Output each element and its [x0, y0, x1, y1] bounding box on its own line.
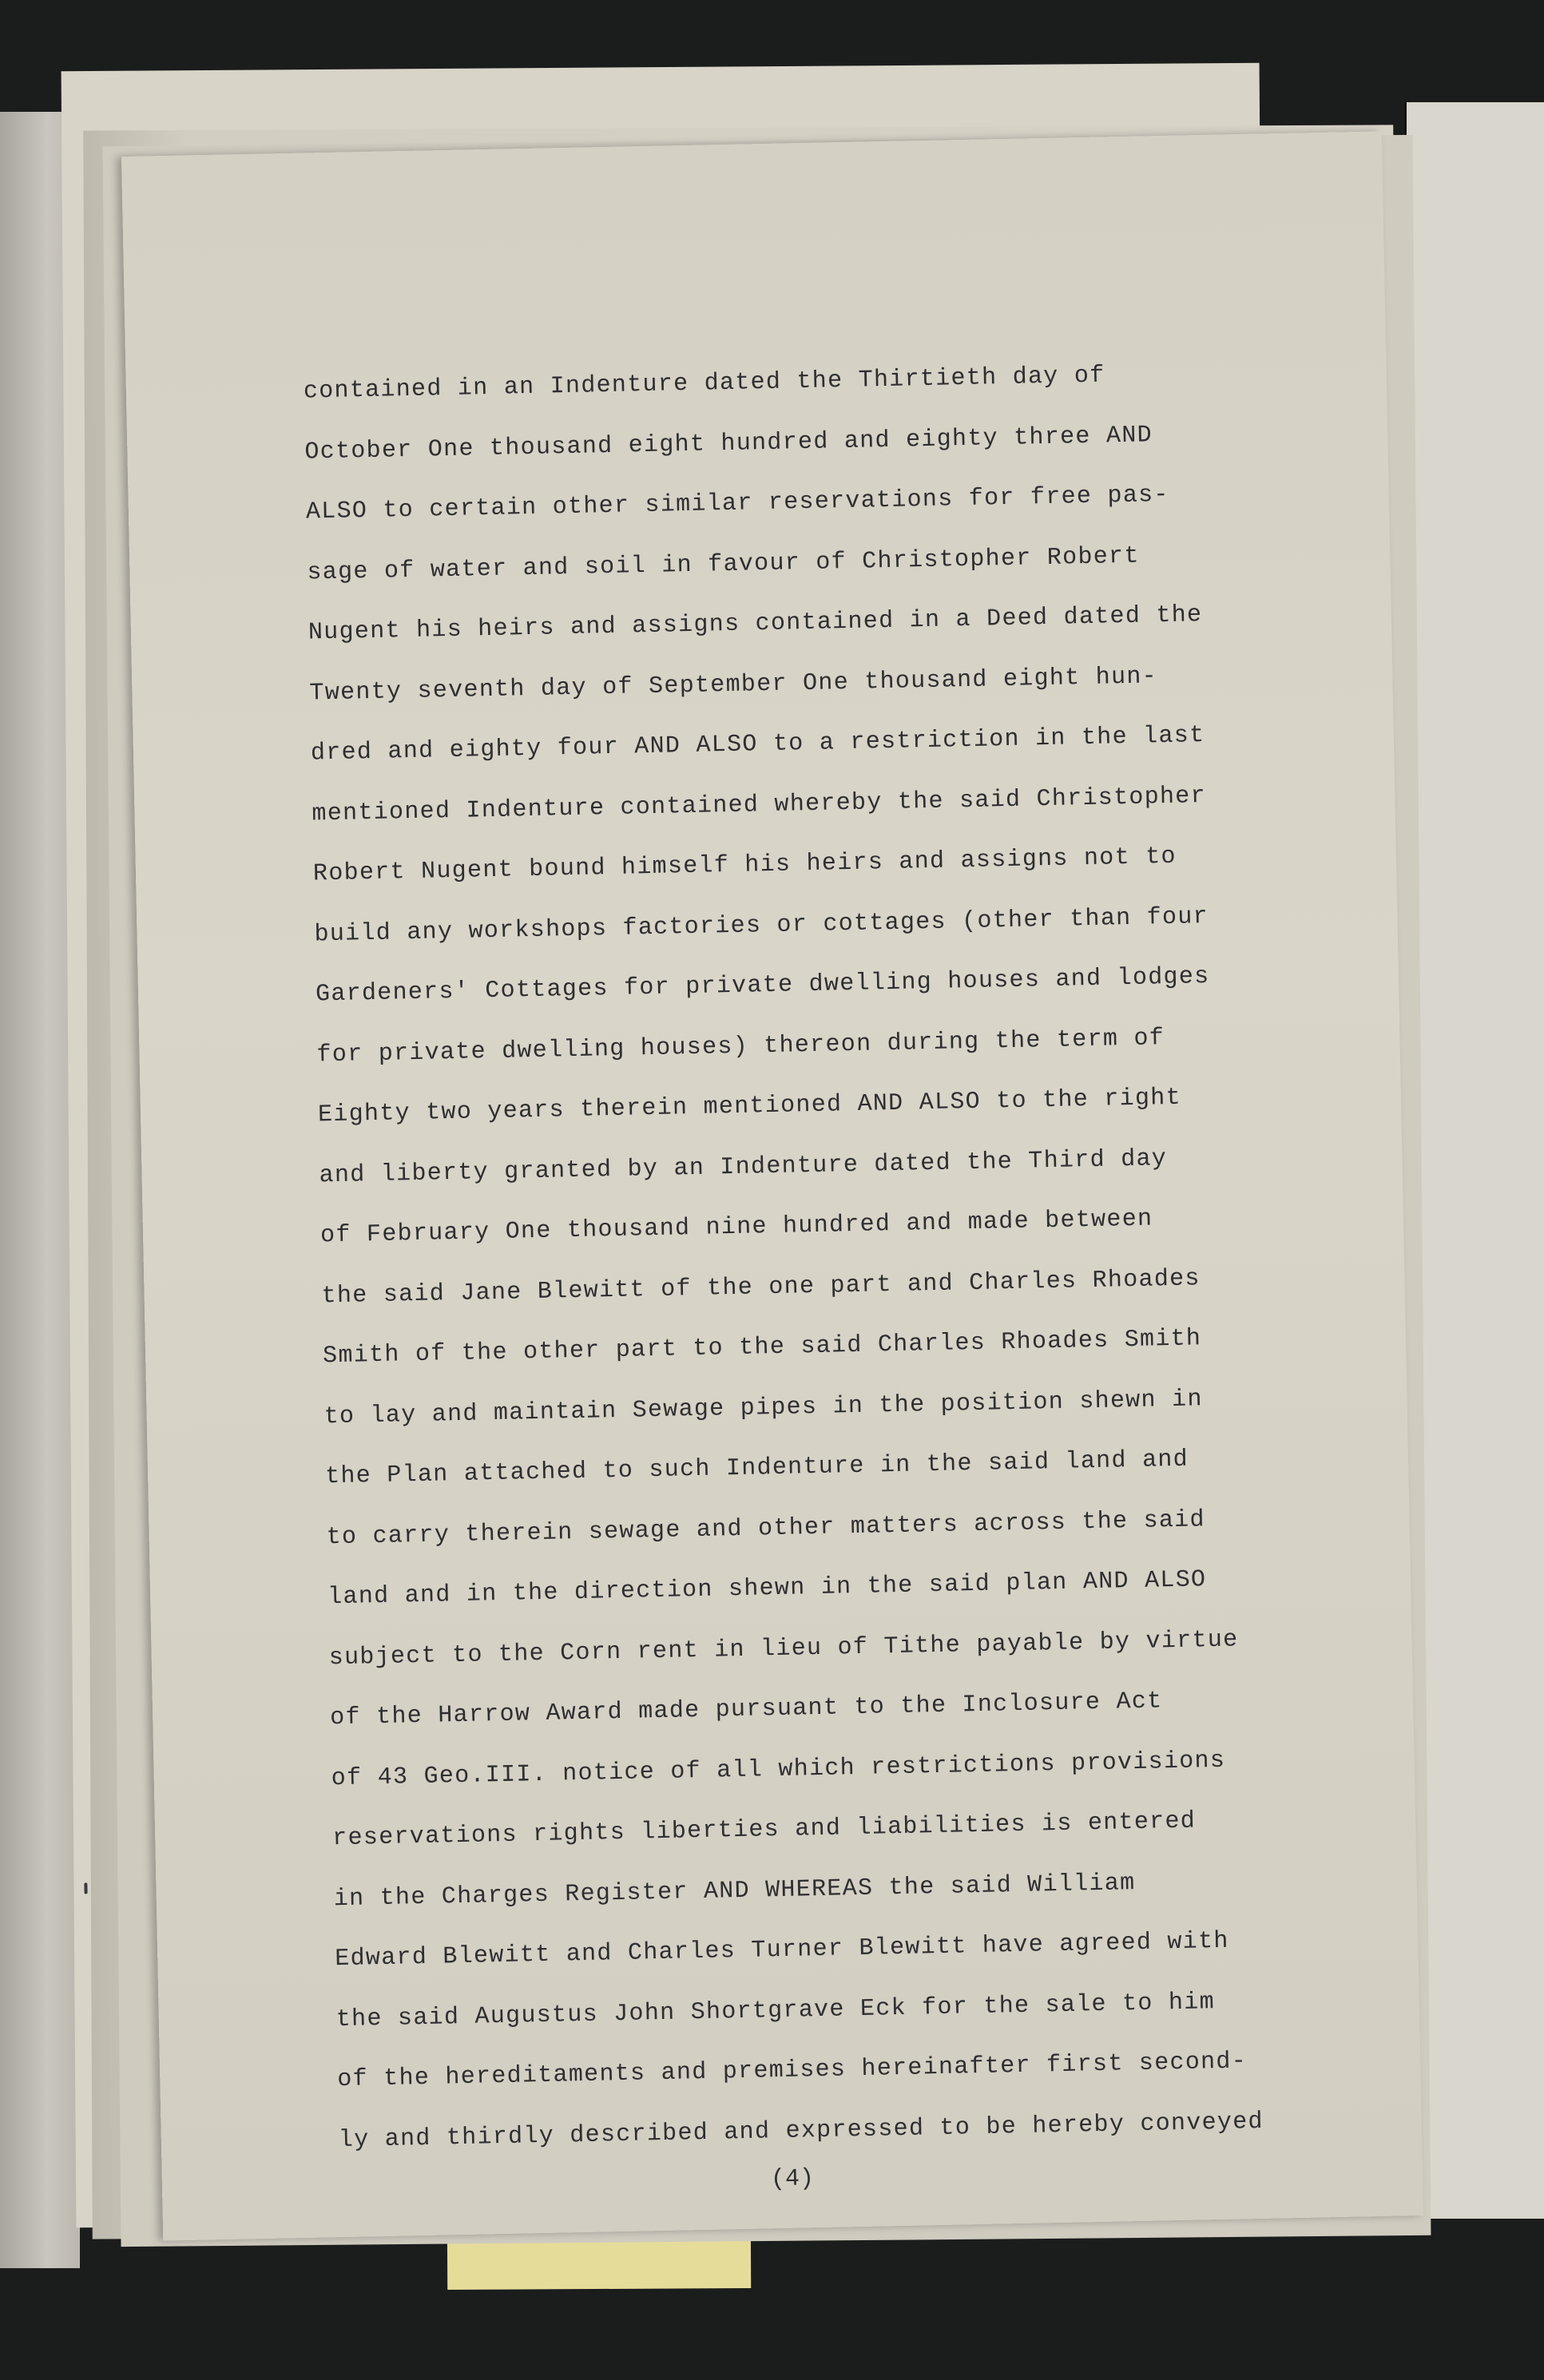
text-line: Nugent his heirs and assigns contained in a Deed dated the: [308, 601, 1203, 647]
text-line: contained in an Indenture dated the Thirtieth day of: [303, 362, 1105, 406]
typed-page: [121, 131, 1423, 2240]
text-line: Gardeners' Cottages for private dwelling houses and lodges: [315, 962, 1210, 1009]
text-line: Smith of the other part to the said Charles Rhoades Smith: [322, 1325, 1202, 1370]
text-line: of the Harrow Award made pursuant to the Inclosure Act: [329, 1688, 1163, 1732]
left-page-bleed-through: [5, 703, 69, 799]
text-line: Eighty two years therein mentioned AND ALSO to the right: [317, 1084, 1182, 1129]
text-line: sage of water and soil in favour of Christopher Robert: [307, 542, 1140, 587]
text-line: the said Jane Blewitt of the one part and Charles Rhoades: [321, 1264, 1201, 1310]
text-line: to carry therein sewage and other matters across the said: [326, 1505, 1206, 1551]
text-line: the Plan attached to such Indenture in the said land and: [324, 1446, 1189, 1491]
page-number: (4): [770, 2165, 815, 2194]
text-line: of 43 Geo.III. notice of all which restrictions provisions: [331, 1747, 1226, 1792]
text-line: for private dwelling houses) thereon during the term of: [316, 1024, 1165, 1069]
page-body-text: [303, 341, 1377, 2171]
text-line: build any workshops factories or cottages (other than four: [314, 902, 1209, 948]
text-line: dred and eighty four AND ALSO to a restriction in the last: [310, 722, 1205, 768]
text-line: subject to the Corn rent in lieu of Tithe payable by virtue: [328, 1625, 1239, 1672]
text-line: of February One thousand nine hundred and made between: [320, 1205, 1153, 1250]
text-line: October One thousand eight hundred and eighty three AND: [304, 421, 1153, 466]
text-line: of the hereditaments and premises hereinafter first second-: [337, 2048, 1248, 2094]
text-line: ALSO to certain other similar reservations for free pas-: [305, 481, 1170, 526]
text-line: ly and thirdly described and expressed to be hereby conveyed: [338, 2108, 1264, 2154]
text-line: the said Augustus John Shortgrave Eck for the sale to him: [335, 1988, 1216, 2033]
text-line: Edward Blewitt and Charles Turner Blewitt have agreed with: [334, 1927, 1230, 1973]
text-line: to lay and maintain Sewage pipes in the position shewn in: [323, 1385, 1204, 1430]
text-line: mentioned Indenture contained whereby the said Christopher: [312, 782, 1207, 827]
text-line: in the Charges Register AND WHEREAS the said William: [333, 1869, 1136, 1913]
text-line: Robert Nugent bound himself his heirs and assigns not to: [312, 843, 1177, 888]
text-line: reservations rights liberties and liabilities is entered: [331, 1807, 1197, 1853]
text-line: Twenty seventh day of September One thousand eight hun-: [309, 662, 1158, 708]
text-line: and liberty granted by an Indenture dated the Third day: [319, 1144, 1168, 1189]
margin-mark: [84, 1882, 87, 1894]
text-line: land and in the direction shewn in the said plan AND ALSO: [327, 1566, 1207, 1612]
